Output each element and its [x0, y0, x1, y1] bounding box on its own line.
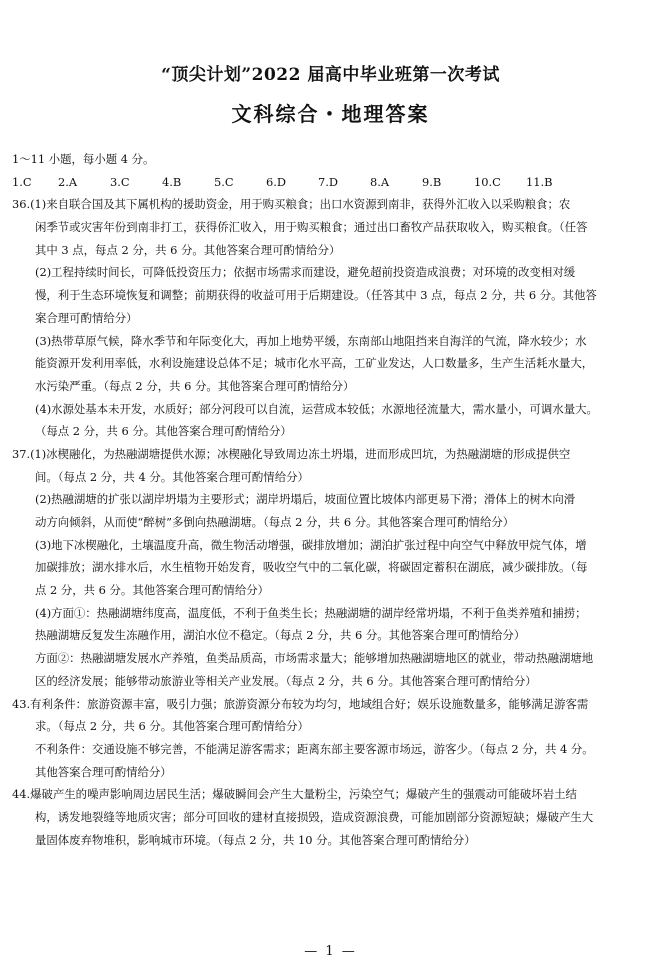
choice-answers-row — [12, 171, 648, 194]
answer-line: (3)热带草原气候，降水季节和年际变化大，再加上地势平缓，东南部山地阻挡来自海洋的气流，降水较少；水 — [35, 333, 587, 348]
answer-line: 热融湖塘反复发生冻融作用，湖泊水位不稳定。（每点 2 分，共 6 分。其他答案合理可酌情给分） — [35, 628, 526, 643]
choice-answer: 4.B — [162, 174, 182, 189]
answer-line: 慢，利于生态环境恢复和调整；前期获得的收益可用于后期建设。（任答其中 3 点，每点 2 分，共 6 分。其他答 — [35, 288, 597, 303]
answer-line: 不利条件：交通设施不够完善，不能满足游客需求；距离东部主要客源市场远，游客少。（每点 2 分，共 4 分。 — [35, 741, 594, 756]
answer-line: 44.爆破产生的噪声影响周边居民生活；爆破瞬间会产生大量粉尘，污染空气；爆破产生的强震动可能破坏岩土结 — [12, 787, 577, 802]
choice-answer: 10.C — [474, 174, 501, 189]
exam-title: “顶尖计划”2022 届高中毕业班第一次考试 — [161, 65, 500, 85]
answer-line: 加碳排放；湖水排水后，水生植物开始发育，吸收空气中的二氧化碳，将碳固定蓄积在湖底，减少碳排放。（每 — [35, 560, 588, 575]
answer-line: 43.有利条件：旅游资源丰富，吸引力强；旅游资源分布较为均匀，地域组合好；娱乐设施数量多，能够满足游客需 — [12, 696, 589, 711]
answer-line: 水污染严重。（每点 2 分，共 6 分。其他答案合理可酌情给分） — [35, 378, 355, 393]
answer-key-title: 文科综合・地理答案 — [231, 102, 430, 126]
answer-line: (4)方面①：热融湖塘纬度高，温度低，不利于鱼类生长；热融湖塘的湖岸经常坍塌，不利于鱼类养殖和捕捞； — [35, 605, 587, 620]
answer-line: (4)水源处基本未开发，水质好；部分河段可以自流，运营成本较低；水源地径流量大，需水量小，可调水量大。 — [35, 401, 598, 416]
answer-line: 其他答案合理可酌情给分） — [35, 764, 172, 779]
answer-line: 动方向倾斜，从而使“醉树”多倒向热融湖塘。（每点 2 分，共 6 分。其他答案合理可酌情给分） — [35, 515, 515, 529]
answer-line: (3)地下冰楔融化，土壤温度升高，微生物活动增强，碳排放增加；湖泊扩张过程中向空气中释放甲烷气体，增 — [35, 537, 587, 552]
answer-line: 区的经济发展；能够带动旅游业等相关产业发展。（每点 2 分，共 6 分。其他答案合理可酌情给分） — [35, 673, 537, 688]
answer-line: (2)工程持续时间长，可降低投资压力；依据市场需求而建设，避免超前投资造成浪费；对环境的改变相对缓 — [35, 265, 576, 280]
choice-answer: 11.B — [526, 174, 553, 189]
answer-line: 案合理可酌情给分） — [35, 310, 138, 325]
page-number: — 1 — — [304, 944, 357, 959]
answer-line: 构，诱发地裂缝等地质灾害；部分可回收的建材直接损毁，造成资源浪费，可能加剧部分资源短缺；爆破产生大 — [35, 809, 594, 824]
answer-line: 间。（每点 2 分，共 4 分。其他答案合理可酌情给分） — [35, 469, 309, 484]
answer-line: （每点 2 分，共 6 分。其他答案合理可酌情给分） — [35, 424, 292, 439]
answer-line: 37.(1)冰楔融化，为热融湖塘提供水源；冰楔融化导致周边冻土坍塌，进而形成凹坑，为热融湖塘的形成提供空 — [12, 446, 571, 461]
answer-content — [12, 148, 648, 851]
choice-answer: 2.A — [58, 174, 78, 189]
answer-line: 量固体废弃物堆积，影响城市环境。（每点 2 分，共 10 分。其他答案合理可酌情给分） — [35, 832, 476, 847]
choice-answer: 1.C — [12, 174, 32, 189]
choice-answer: 5.C — [214, 174, 234, 189]
answer-line: 36.(1)来自联合国及其下属机构的援助资金，用于购买粮食；出口水资源到南非，获得外汇收入以采购粮食；农 — [12, 197, 571, 212]
answer-line: (2)热融湖塘的扩张以湖岸坍塌为主要形式；湖岸坍塌后，坡面位置比坡体内部更易下滑；滑体上的树木向滑 — [35, 492, 576, 507]
choice-answer: 8.A — [370, 174, 390, 189]
answer-line: 闲季节或灾害年份到南非打工，获得侨汇收入，用于购买粮食；通过出口畜牧产品获取收入，购买粮食。（任答 — [35, 220, 588, 235]
intro-line: 1～11 小题，每小题 4 分。 — [12, 152, 155, 166]
answer-line: 其中 3 点，每点 2 分，共 6 分。其他答案合理可酌情给分） — [35, 242, 341, 257]
choice-answer: 6.D — [266, 174, 287, 189]
choice-answer: 7.D — [318, 174, 339, 189]
answer-line: 求。（每点 2 分，共 6 分。其他答案合理可酌情给分） — [35, 719, 309, 734]
choice-answer: 9.B — [422, 174, 442, 189]
answer-line: 点 2 分，共 6 分。其他答案合理可酌情给分） — [35, 583, 270, 598]
answer-line: 能资源开发利用率低，水利设施建设总体不足；城市化水平高，工矿业发达，人口数量多，生产生活耗水量大， — [35, 356, 594, 371]
choice-answer: 3.C — [110, 174, 130, 189]
answer-line: 方面②：热融湖塘发展水产养殖，鱼类品质高，市场需求量大；能够增加热融湖塘地区的就业，带动热融湖塘地 — [35, 651, 594, 666]
answer-lines — [12, 193, 648, 851]
